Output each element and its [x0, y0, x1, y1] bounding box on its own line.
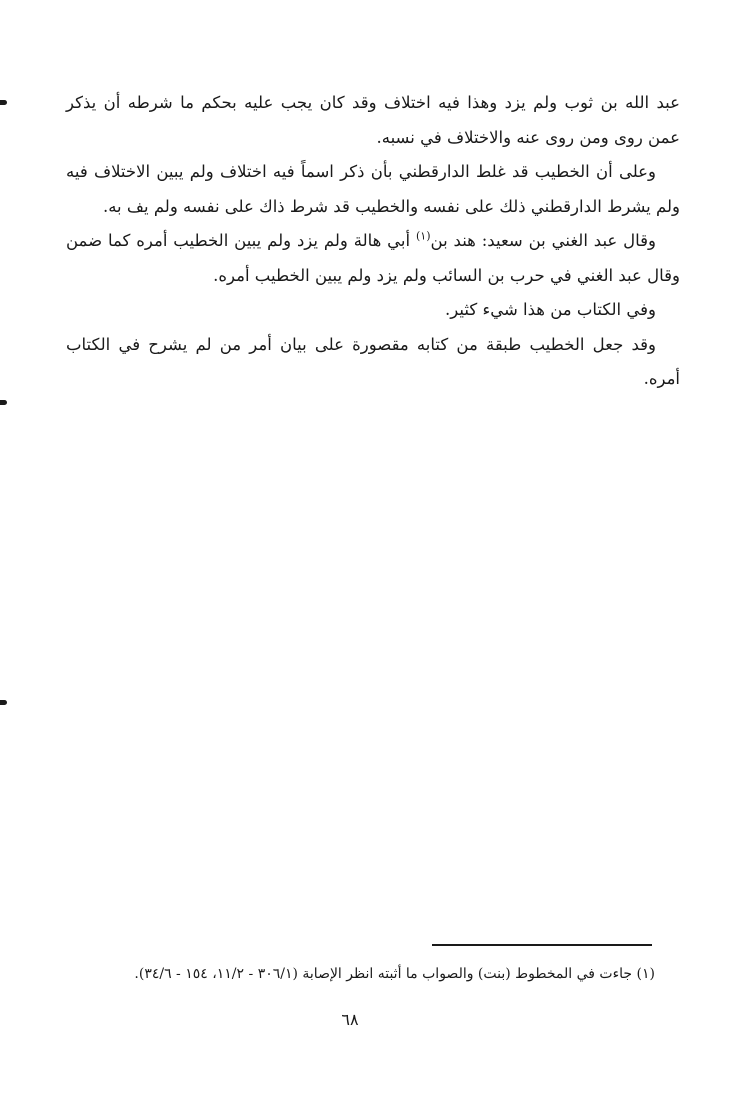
paragraph-4: وفي الكتاب من هذا شيء كثير. — [445, 300, 656, 319]
scan-edge-mark — [0, 700, 7, 705]
scan-edge-mark — [0, 400, 7, 405]
scan-edge-mark — [0, 100, 7, 105]
main-text — [66, 86, 680, 397]
paragraph-5: وقد جعل الخطيب طبقة من كتابه مقصورة على بيان أمر من لم يشرح في الكتاب أمره. — [66, 334, 680, 388]
page-number: ٦٨ — [341, 1010, 359, 1029]
paragraph-2: وعلى أن الخطيب قد غلط الدارقطني بأن ذكر اسماً فيه اختلاف ولم يبين الاختلاف فيه ولم يشرط الدارقطني ذلك على نفسه والخطيب قد شرط ذاك على نفسه ولم يف به. — [66, 162, 680, 216]
paragraph-3-tail: أبي هالة ولم يزد ولم يبين الخطيب أمره كما ضمن وقال عبد الغني في حرب بن السائب ولم يزد ولم يبين الخطيب أمره. — [66, 231, 680, 285]
footnote: (١) جاءت في المخطوط (بنت) والصواب ما أثبته انظر الإصابة (٣٠٦/١ - ١١/٢، ١٥٤ - ٣٤/٦). — [134, 966, 655, 982]
footnote-reference[interactable]: (١) — [416, 229, 431, 243]
paragraph-3-head: وقال عبد الغني بن سعيد: هند بن — [430, 231, 657, 250]
paragraph-1: عبد الله بن ثوب ولم يزد وهذا فيه اختلاف وقد كان يجب عليه بحكم ما شرطه أن يذكر عمن روى ومن روى عنه والاختلاف في نسبه. — [66, 93, 680, 147]
footnote-separator — [432, 944, 652, 946]
paragraph-3 — [66, 224, 680, 293]
